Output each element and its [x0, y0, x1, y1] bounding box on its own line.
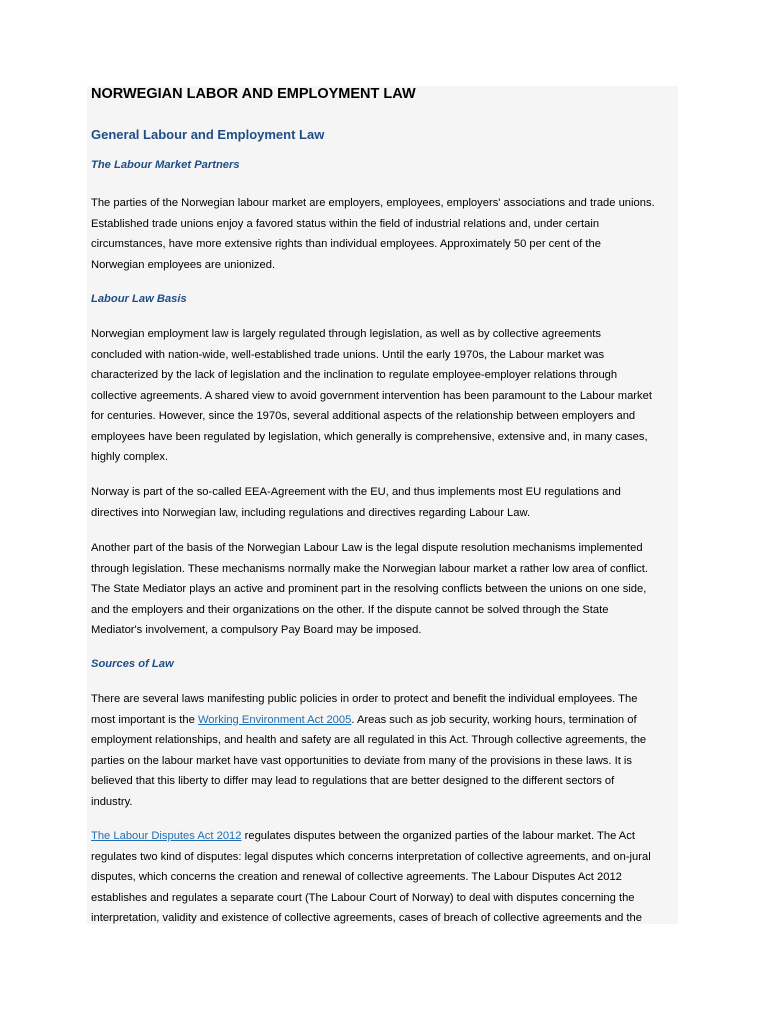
text-line: Mediator's involvement, a compulsory Pay Board may be imposed.: [91, 624, 422, 636]
text-segment: . Areas such as job security, working hours, termination of: [351, 713, 637, 726]
text-line: Another part of the basis of the Norwegian Labour Law is the legal dispute resolution mechanisms implemented: [91, 542, 643, 554]
text-line: regulates two kind of disputes: legal disputes which concerns interpretation of collective agreements, and on-jural: [91, 850, 651, 863]
paragraph-sources-of-law: [91, 689, 678, 812]
document-page: [87, 86, 678, 924]
text-line-with-link: [91, 710, 678, 731]
text-line: highly complex.: [91, 451, 169, 463]
text-line: parties on the labour market have vast opportunities to deviate from many of the provisions in these laws. It is: [91, 754, 633, 767]
text-line: characterized by the lack of legislation and the inclination to regulate employee-employer relations through: [91, 369, 618, 381]
labour-disputes-act-link[interactable]: The Labour Disputes Act 2012: [91, 830, 242, 842]
text-line: collective agreements. A shared view to avoid government intervention has been paramount to the Labour market: [91, 389, 652, 402]
text-line: for centuries. However, since the 1970s, several additional aspects of the relationship between employers and: [91, 410, 636, 422]
text-segment: regulates disputes between the organized parties of the labour market. The Act: [241, 830, 635, 842]
text-line: establishes and regulates a separate court (The Labour Court of Norway) to deal with disputes concerning the: [91, 891, 635, 904]
paragraph-labour-disputes-act: [91, 826, 678, 924]
paragraph-dispute-resolution: [91, 538, 678, 641]
subsection-title-sources: Sources of Law: [91, 658, 174, 670]
text-line: directives into Norwegian law, including regulations and directives regarding Labour Law.: [91, 506, 531, 519]
text-line: The parties of the Norwegian labour market are employers, employees, employers' associations and trade unions.: [91, 197, 655, 209]
text-line: Norwegian employment law is largely regulated through legislation, as well as by collective agreements: [91, 328, 601, 340]
paragraph-eea-agreement: [91, 482, 678, 523]
text-line: Established trade unions enjoy a favored status within the field of industrial relations and, under certain: [91, 217, 600, 230]
text-line: interpretation, validity and existence of collective agreements, cases of breach of collective agreements and the: [91, 912, 642, 924]
paragraph-market-partners: [91, 193, 678, 275]
text-line: disputes, which concerns the creation and renewal of collective agreements. The Labour Disputes Act 2012: [91, 871, 622, 883]
text-segment: most important is the: [91, 713, 198, 726]
text-line: employees have been regulated by legislation, which generally is comprehensive, extensive and, in many cases,: [91, 430, 648, 443]
subsection-title-market-partners: The Labour Market Partners: [91, 159, 240, 171]
text-line: circumstances, have more extensive rights than individual employees. Approximately 50 per cent of the: [91, 238, 601, 250]
text-line: and the employers and their organizations on the other. If the dispute cannot be solved through the State: [91, 603, 609, 616]
text-line-with-link: [91, 826, 678, 847]
subsection-title-law-basis: Labour Law Basis: [91, 293, 187, 305]
text-line: The State Mediator plays an active and prominent part in the resolving conflicts between the unions on one side,: [91, 583, 647, 595]
text-line: There are several laws manifesting public policies in order to protect and benefit the individual employees. The: [91, 693, 638, 705]
page-title: NORWEGIAN LABOR AND EMPLOYMENT LAW: [91, 86, 416, 102]
text-line: concluded with nation-wide, well-established trade unions. Until the early 1970s, the Labour market was: [91, 348, 605, 361]
working-environment-act-link[interactable]: Working Environment Act 2005: [197, 713, 352, 726]
text-line: believed that this liberty to differ may lead to regulations that are better designed to the different sectors of: [91, 775, 615, 787]
text-line: Norwegian employees are unionized.: [91, 258, 276, 271]
section-title: General Labour and Employment Law: [91, 127, 325, 142]
text-line: Norway is part of the so-called EEA-Agreement with the EU, and thus implements most EU regulations and: [91, 486, 621, 498]
paragraph-law-basis: [91, 324, 678, 468]
text-line: through legislation. These mechanisms normally make the Norwegian labour market a rather low area of conflict.: [91, 562, 648, 575]
text-line: industry.: [91, 795, 133, 808]
text-line: employment relationships, and health and safety are all regulated in this Act. Through collective agreements, the: [91, 734, 647, 746]
